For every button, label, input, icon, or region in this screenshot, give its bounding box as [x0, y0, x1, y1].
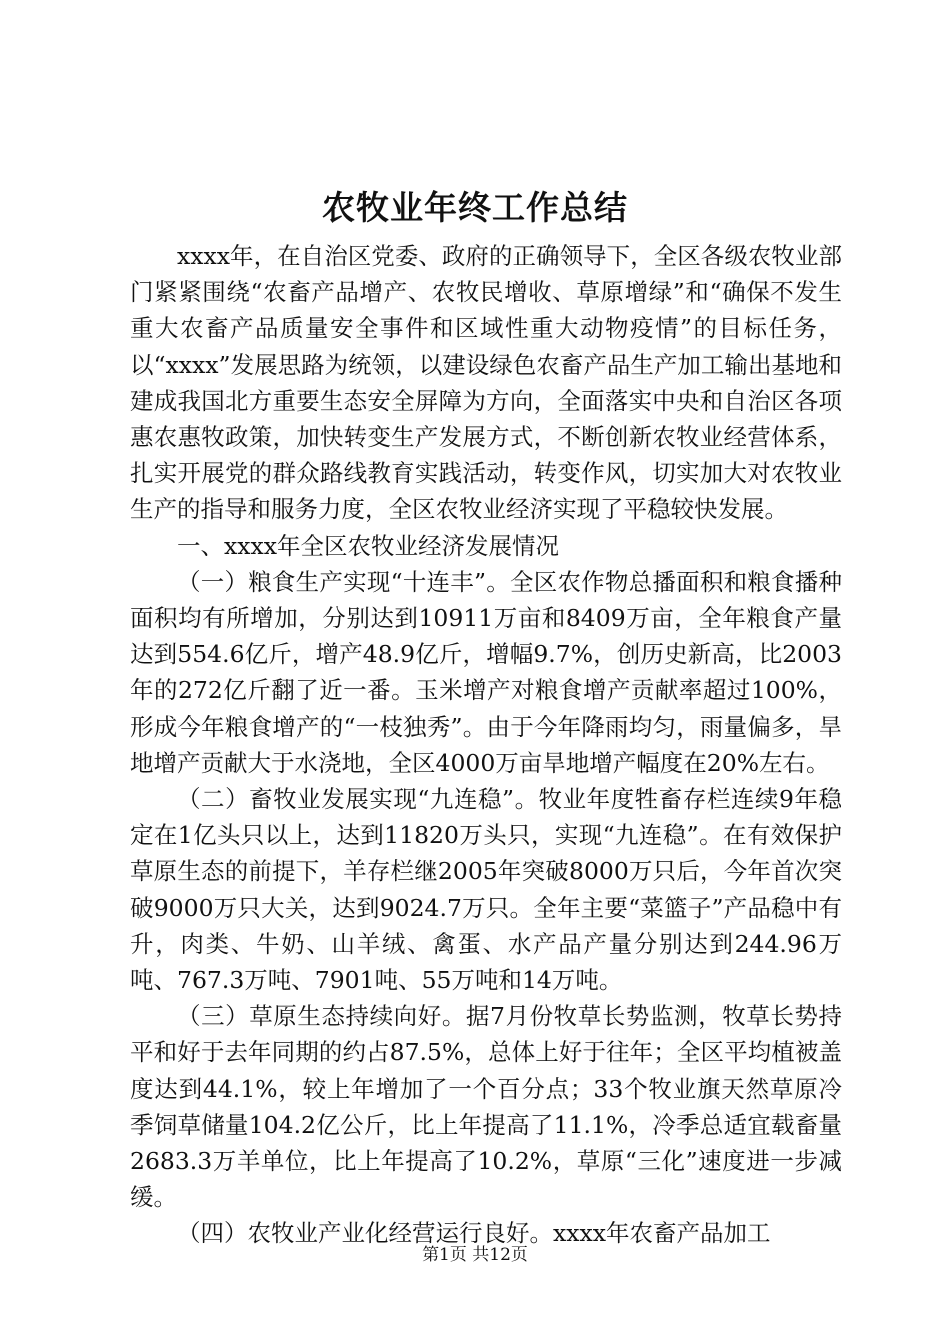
document-title: 农牧业年终工作总结	[322, 188, 628, 227]
page-footer: 第1页 共12页	[422, 1245, 528, 1265]
industrialization-paragraph: （四）农牧业产业化经营运行良好。xxxx年农畜产品加工	[177, 1219, 771, 1248]
section-heading: 一、xxxx年全区农牧业经济发展情况	[177, 531, 560, 560]
livestock-paragraph: （二）畜牧业发展实现“九连稳”。牧业年度牲畜存栏连续9年稳定在1亿头只以上，达到11820万头只，实现“九连稳”。在有效保护草原生态的前提下，羊存栏继2005年突破8000万只后，今年首次突破9000万只大关，达到9024.7万只。全年主要“菜篮子”产品稳中有升，肉类、牛奶、山羊绒、禽蛋、水产品产量分别达到244.96万吨、767.3万吨、7901吨、55万吨和14万吨。	[130, 785, 842, 995]
grain-production-paragraph: （一）粮食生产实现“十连丰”。全区农作物总播面积和粮食播种面积均有所增加，分别达到10911万亩和8409万亩，全年粮食产量达到554.6亿斤，增产48.9亿斤，增幅9.7%，创历史新高，比2003年的272亿斤翻了近一番。玉米增产对粮食增产贡献率超过100%，形成今年粮食增产的“一枝独秀”。由于今年降雨均匀，雨量偏多，旱地增产贡献大于水浇地，全区4000万亩旱地增产幅度在20%左右。	[130, 567, 842, 777]
grassland-paragraph: （三）草原生态持续向好。据7月份牧草长势监测，牧草长势持平和好于去年同期的约占87.5%，总体上好于往年；全区平均植被盖度达到44.1%，较上年增加了一个百分点；33个牧业旗天然草原冷季饲草储量104.2亿公斤，比上年提高了11.1%，冷季总适宜载畜量2683.3万羊单位，比上年提高了10.2%，草原“三化”速度进一步减缓。	[130, 1002, 842, 1212]
document-body	[130, 238, 842, 1252]
intro-paragraph: xxxx年，在自治区党委、政府的正确领导下，全区各级农牧业部门紧紧围绕“农畜产品增产、农牧民增收、草原增绿”和“确保不发生重大农畜产品质量安全事件和区域性重大动物疫情”的目标任务，以“xxxx”发展思路为统领，以建设绿色农畜产品生产加工输出基地和建成我国北方重要生态安全屏障为方向，全面落实中央和自治区各项惠农惠牧政策，加快转变生产发展方式，不断创新农牧业经营体系，扎实开展党的群众路线教育实践活动，转变作风，切实加大对农牧业生产的指导和服务力度，全区农牧业经济实现了平稳较快发展。	[130, 242, 842, 524]
